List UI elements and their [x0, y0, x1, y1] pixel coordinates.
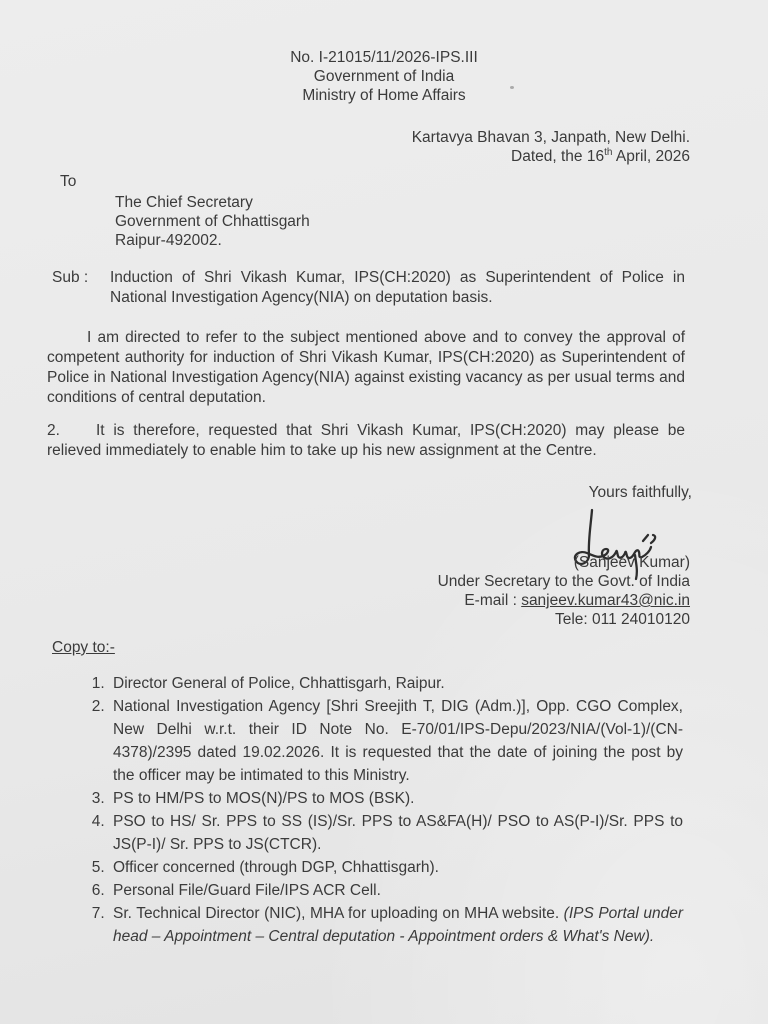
dept-name: Ministry of Home Affairs — [302, 87, 466, 104]
letter-head — [0, 0, 768, 105]
copy-item-6: 6. Personal File/Guard File/IPS ACR Cell. — [109, 879, 683, 902]
body-paragraph-1: I am directed to refer to the subject mentioned above and to convey the approval of competent authority for induction of Shri Vikash Kumar, IPS(CH:2020) as Superintendent of Police in National Investigation Agency(NIA) against existing vacancy as per usual terms and conditions of central deputation. — [47, 329, 685, 406]
copy-to-list — [47, 672, 683, 948]
body-paragraph-2 — [47, 421, 685, 461]
org-name: Government of India — [313, 68, 455, 85]
signature-block — [0, 553, 768, 629]
subject-text: Induction of Shri Vikash Kumar, IPS(CH:2020) as Superintendent of Police in National Investigation Agency(NIA) on deputation basis. — [110, 269, 685, 306]
copy-item-3: 3. PS to HM/PS to MOS(N)/PS to MOS (BSK). — [109, 787, 683, 810]
telephone: Tele: 011 24010120 — [554, 611, 690, 628]
copy-item-4: 4. PSO to HS/ Sr. PPS to SS (IS)/Sr. PPS to AS&FA(H)/ PSO to AS(P-I)/Sr. PPS to JS(P-I)/ Sr. PPS to JS(CTCR). — [109, 810, 683, 856]
subject-label: Sub : — [52, 269, 89, 286]
copy-item-2: 2. National Investigation Agency [Shri Sreejith T, DIG (Adm.)], Opp. CGO Complex, New Delhi w.r.t. their ID Note No. E-70/01/IPS-Depu/2023/NIA/(Vol-1)/(CN-4378)/2395 dated 19.02.2026. It is requested that the date of joining the post by the officer may be intimated to this Ministry. — [109, 695, 683, 787]
email-label: E-mail : — [464, 592, 522, 609]
date-text-rest: April, 2026 — [612, 148, 690, 165]
copy-item-7-portal-note: (IPS Portal under head – Appointment – Central deputation - Appointment orders & What's New). — [113, 905, 683, 945]
to-label: To — [60, 173, 77, 190]
paragraph-number: 2. — [47, 422, 60, 439]
letter-date — [0, 147, 690, 166]
recipient-city: Raipur-492002. — [115, 232, 222, 249]
subject-line — [52, 268, 685, 308]
signatory-designation: Under Secretary to the Govt. of India — [437, 573, 690, 590]
date-ordinal-suffix: th — [604, 146, 613, 158]
email-address: sanjeev.kumar43@nic.in — [521, 592, 690, 609]
office-address-block — [0, 128, 768, 166]
copy-item-5: 5. Officer concerned (through DGP, Chhattisgarh). — [109, 856, 683, 879]
copy-item-7-text: Sr. Technical Director (NIC), MHA for uploading on MHA website. — [113, 905, 564, 922]
email-line — [0, 591, 690, 610]
copy-item-7 — [109, 902, 683, 948]
copy-to-label: Copy to:- — [52, 639, 115, 656]
paragraph-text: It is therefore, requested that Shri Vikash Kumar, IPS(CH:2020) may please be relieved immediately to enable him to take up his new assignment at the Centre. — [47, 422, 685, 459]
signatory-name: (Sanjeev Kumar) — [573, 554, 690, 571]
reference-number: No. I-21015/11/2026-IPS.III — [290, 49, 478, 66]
scan-artifact-dot — [510, 86, 514, 89]
recipient-title: The Chief Secretary — [115, 194, 253, 211]
office-address: Kartavya Bhavan 3, Janpath, New Delhi. — [411, 129, 690, 146]
copy-item-1: 1. Director General of Police, Chhattisgarh, Raipur. — [109, 672, 683, 695]
recipient-block — [115, 193, 768, 250]
recipient-org: Government of Chhattisgarh — [115, 213, 310, 230]
date-text: Dated, the 16 — [511, 148, 605, 165]
closing-salutation: Yours faithfully, — [588, 484, 692, 501]
